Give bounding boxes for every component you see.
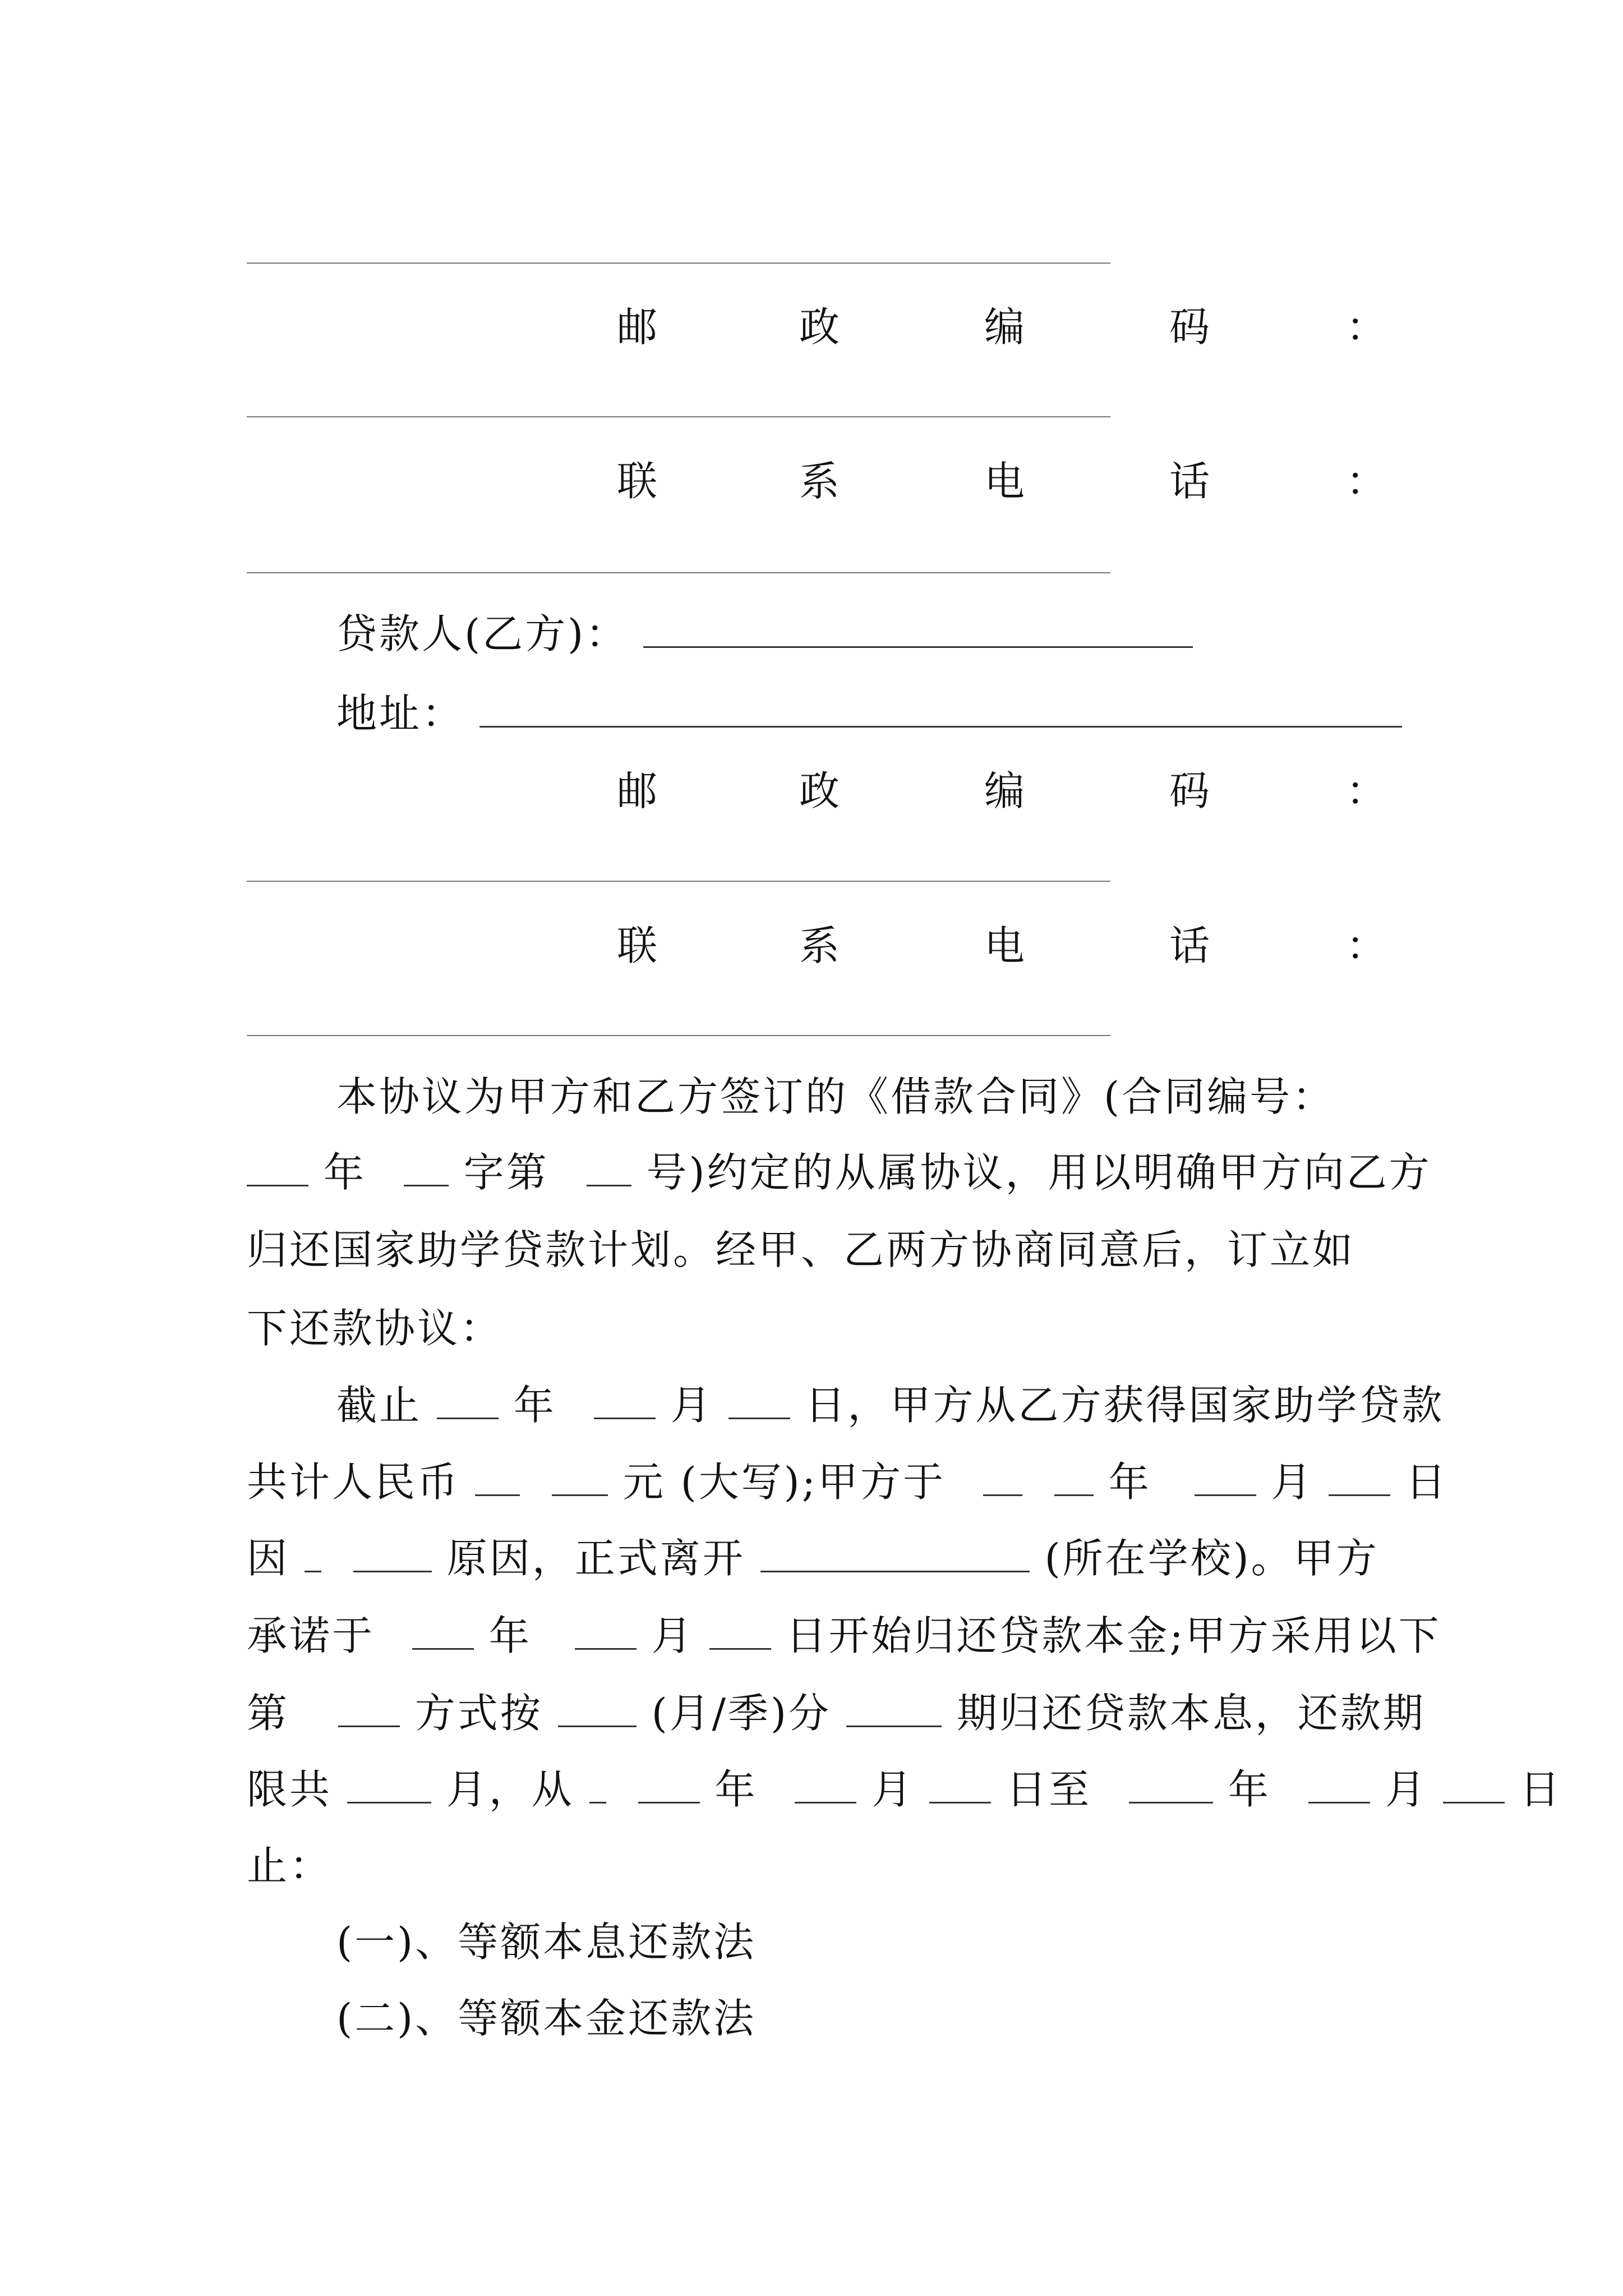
paragraph-line <box>336 1377 1444 1433</box>
postal-code-input-line[interactable] <box>247 416 1110 417</box>
text: 归还国家助学贷款计划。经甲、乙两方协商同意后，订立如 <box>247 1226 1355 1273</box>
paragraph-line <box>247 1144 1432 1200</box>
paragraph-line <box>247 1761 1562 1818</box>
blank-field[interactable] <box>552 1455 608 1496</box>
blank-field[interactable] <box>760 1531 1030 1572</box>
text: 年 <box>323 1149 366 1196</box>
blank-field[interactable] <box>475 1455 520 1496</box>
label-char: ： <box>1346 303 1387 351</box>
text: 共计人民币 <box>247 1458 460 1506</box>
text: 日，甲方从乙方获得国家助学贷款 <box>805 1382 1445 1429</box>
label-char: 码 <box>1169 303 1210 351</box>
blank-field[interactable] <box>338 1686 400 1727</box>
blank-field[interactable] <box>1443 1763 1505 1803</box>
label-char: 编 <box>984 767 1025 815</box>
blank-field[interactable] <box>589 1763 606 1803</box>
postal-code-input-line[interactable] <box>247 881 1110 882</box>
label-char: ： <box>1346 767 1387 815</box>
phone-input-line[interactable] <box>247 1035 1110 1036</box>
text: 日 <box>1519 1766 1562 1813</box>
label-char: ： <box>1346 922 1387 969</box>
text: 月 <box>1271 1458 1314 1506</box>
label-char: 话 <box>1169 458 1210 505</box>
text: 止： <box>247 1842 333 1889</box>
text: 元 (大写);甲方于 <box>623 1458 946 1506</box>
postal-code-label <box>617 758 1402 826</box>
address-label: 地址： <box>336 690 465 737</box>
blank-field[interactable] <box>404 1145 449 1186</box>
label-char: 邮 <box>617 767 658 815</box>
label-char: ： <box>1346 458 1387 505</box>
text: 日 <box>1405 1458 1449 1506</box>
text: 承诺于 <box>247 1612 375 1659</box>
lender-line <box>336 606 1193 662</box>
paragraph-line <box>247 1608 1441 1664</box>
blank-field[interactable] <box>437 1378 499 1419</box>
blank-field[interactable] <box>1329 1455 1390 1496</box>
text: 年 <box>714 1766 758 1813</box>
label-char: 联 <box>617 458 658 505</box>
paragraph-line <box>247 1838 332 1894</box>
blank-line <box>247 263 1110 264</box>
text: (二)、等额本金还款法 <box>336 1995 757 2042</box>
blank-field[interactable] <box>558 1686 637 1727</box>
blank-field[interactable] <box>1195 1455 1256 1496</box>
text: (所在学校)。甲方 <box>1044 1535 1379 1582</box>
text: 日开始归还贷款本金;甲方采用以下 <box>786 1612 1441 1659</box>
phone-label <box>617 913 1402 981</box>
blank-field[interactable] <box>1308 1763 1370 1803</box>
text: 方式按 <box>414 1690 543 1737</box>
label-char: 码 <box>1169 767 1210 815</box>
text: 月 <box>872 1766 915 1813</box>
text: 号)约定的从属协议，用以明确甲方向乙方 <box>646 1149 1432 1196</box>
text: (月/季)分 <box>651 1690 832 1737</box>
address-input-line[interactable] <box>479 687 1402 728</box>
blank-field[interactable] <box>247 1145 308 1186</box>
blank-field[interactable] <box>347 1763 431 1803</box>
label-char: 政 <box>799 303 840 351</box>
postal-code-label <box>617 295 1402 362</box>
label-char: 联 <box>617 922 658 969</box>
phone-input-line[interactable] <box>247 572 1110 573</box>
text: 原因，正式离开 <box>446 1535 745 1582</box>
blank-field[interactable] <box>412 1609 474 1650</box>
text: 期归还贷款本息，还款期 <box>956 1690 1426 1737</box>
text: 因 <box>247 1535 290 1582</box>
repayment-option <box>336 1990 756 2046</box>
blank-field[interactable] <box>728 1378 790 1419</box>
text: 截止 <box>336 1382 422 1429</box>
lender-label: 贷款人(乙方)： <box>336 610 629 657</box>
address-line <box>336 685 1402 742</box>
text: 日至 <box>1006 1766 1092 1813</box>
paragraph-line <box>247 1530 1379 1586</box>
blank-field[interactable] <box>587 1145 631 1186</box>
repayment-option <box>336 1914 756 1970</box>
blank-field[interactable] <box>846 1686 942 1727</box>
blank-field[interactable] <box>1129 1763 1213 1803</box>
phone-label <box>617 449 1402 516</box>
paragraph-line <box>247 1454 1448 1510</box>
label-char: 编 <box>984 303 1025 351</box>
text: 字第 <box>463 1149 549 1196</box>
blank-field[interactable] <box>709 1609 771 1650</box>
label-char: 系 <box>799 458 840 505</box>
text: 下还款协议： <box>247 1305 503 1352</box>
blank-field[interactable] <box>983 1455 1022 1496</box>
blank-field[interactable] <box>594 1378 656 1419</box>
text: (一)、等额本息还款法 <box>336 1918 757 1966</box>
text: 第 <box>247 1690 290 1737</box>
blank-field[interactable] <box>638 1763 700 1803</box>
paragraph-line <box>247 1222 1355 1278</box>
label-char: 政 <box>799 767 840 815</box>
blank-field[interactable] <box>1054 1455 1094 1496</box>
blank-field[interactable] <box>795 1763 856 1803</box>
text: 年 <box>1228 1766 1271 1813</box>
blank-field[interactable] <box>305 1531 321 1572</box>
label-char: 话 <box>1169 922 1210 969</box>
blank-field[interactable] <box>575 1609 637 1650</box>
label-char: 邮 <box>617 303 658 351</box>
blank-field[interactable] <box>929 1763 991 1803</box>
text: 月，从 <box>446 1766 574 1813</box>
paragraph-line <box>336 1069 1335 1125</box>
text: 月 <box>651 1612 694 1659</box>
lender-input-line[interactable] <box>643 607 1193 648</box>
text: 月 <box>1385 1766 1428 1813</box>
blank-field[interactable] <box>353 1531 432 1572</box>
text: 限共 <box>247 1766 333 1813</box>
text: 年 <box>488 1612 532 1659</box>
text: 年 <box>513 1382 556 1429</box>
label-char: 系 <box>799 922 840 969</box>
text: 本协议为甲方和乙方签订的《借款合同》(合同编号： <box>336 1073 1335 1120</box>
text: 年 <box>1108 1458 1151 1506</box>
label-char: 电 <box>984 458 1025 505</box>
paragraph-line <box>247 1300 502 1356</box>
paragraph-line <box>247 1685 1426 1741</box>
text: 月 <box>670 1382 713 1429</box>
label-char: 电 <box>984 922 1025 969</box>
